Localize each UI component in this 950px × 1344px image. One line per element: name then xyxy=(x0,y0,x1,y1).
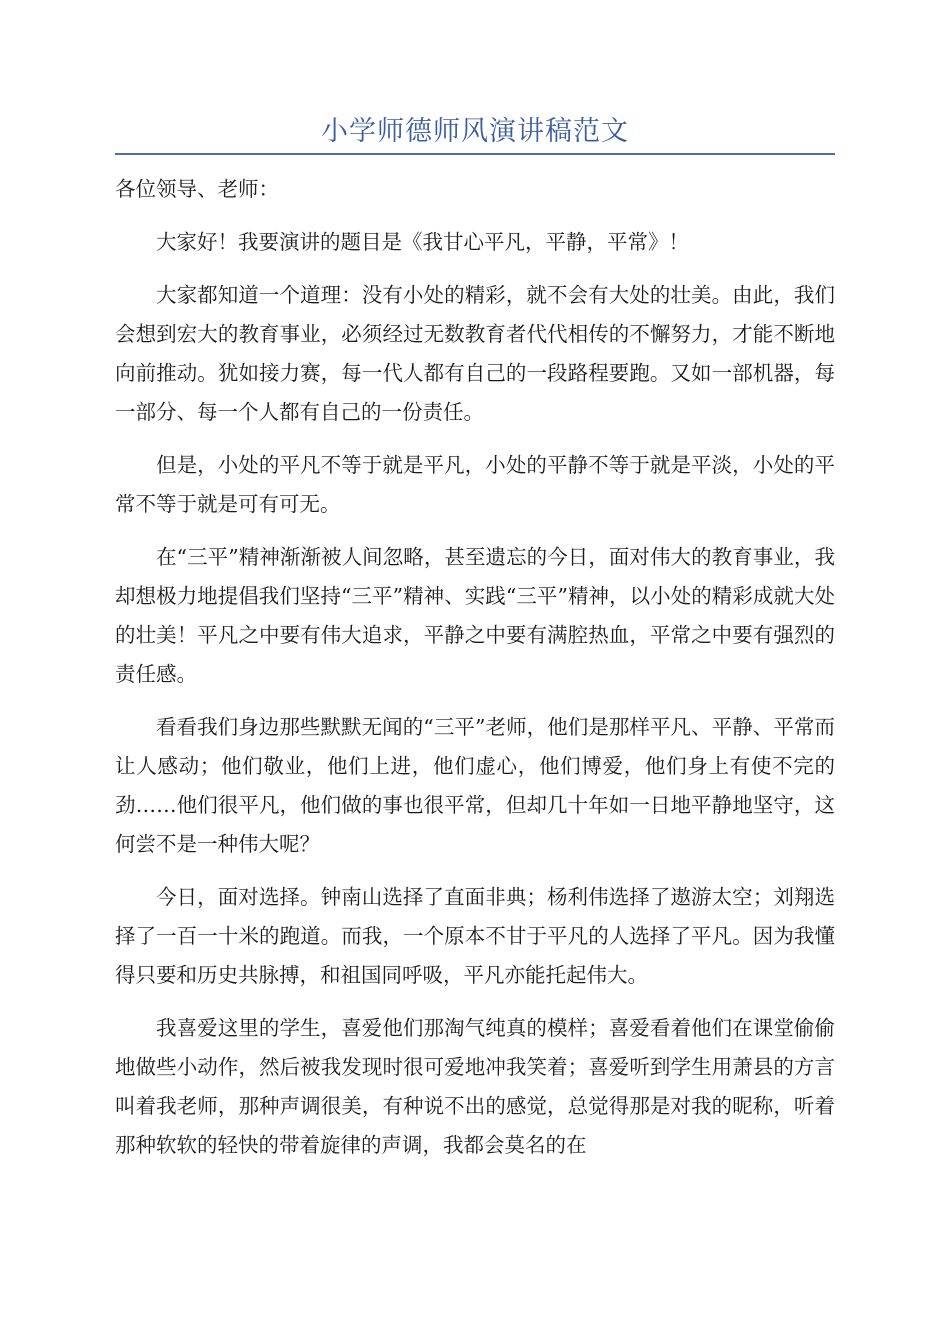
title-underline xyxy=(115,153,835,155)
paragraph-choice: 今日，面对选择。钟南山选择了直面非典；杨利伟选择了遨游太空；刘翔选择了一百一十米的跑道。而我，一个原本不甘于平凡的人选择了平凡。因为我懂得只要和历史共脉搏，和祖国同呼吸，平凡亦能托起伟大。 xyxy=(115,885,835,987)
paragraph-three-ping-spirit: 在“三平”精神渐渐被人间忽略，甚至遗忘的今日，面对伟大的教育事业，我却想极力地提倡我们坚持“三平”精神、实践“三平”精神，以小处的精彩成就大处的壮美！平凡之中要有伟大追求，平静之中要有满腔热血，平常之中要有强烈的责任感。 xyxy=(115,545,835,686)
salutation: 各位领导、老师： xyxy=(115,177,279,201)
document-title: 小学师德师风演讲稿范文 xyxy=(321,116,629,147)
paragraph-greeting: 大家好！我要演讲的题目是《我甘心平凡，平静，平常》！ xyxy=(156,230,689,254)
paragraph-teachers: 看看我们身边那些默默无闻的“三平”老师，他们是那样平凡、平静、平常而让人感动；他们敬业，他们上进，他们虚心，他们博爱，他们身上有使不完的劲……他们很平凡，他们做的事也很平常，但却几十年如一日地平静地坚守，这何尝不是一种伟大呢？ xyxy=(115,715,835,856)
paragraph-small-matters: 但是，小处的平凡不等于就是平凡，小处的平静不等于就是平淡，小处的平常不等于就是可有可无。 xyxy=(115,453,835,516)
paragraph-principle: 大家都知道一个道理：没有小处的精彩，就不会有大处的壮美。由此，我们会想到宏大的教育事业，必须经过无数教育者代代相传的不懈努力，才能不断地向前推动。犹如接力赛，每一代人都有自己的一段路程要跑。又如一部机器，每一部分、每一个人都有自己的一份责任。 xyxy=(115,283,835,424)
document-body xyxy=(115,170,835,1179)
paragraph-students: 我喜爱这里的学生，喜爱他们那淘气纯真的模样；喜爱看着他们在课堂偷偷地做些小动作，然后被我发现时很可爱地冲我笑着；喜爱听到学生用萧县的方言叫着我老师，那种声调很美，有种说不出的感觉，总觉得那是对我的昵称，听着那种软软的轻快的带着旋律的声调，我都会莫名的在 xyxy=(115,1016,835,1157)
